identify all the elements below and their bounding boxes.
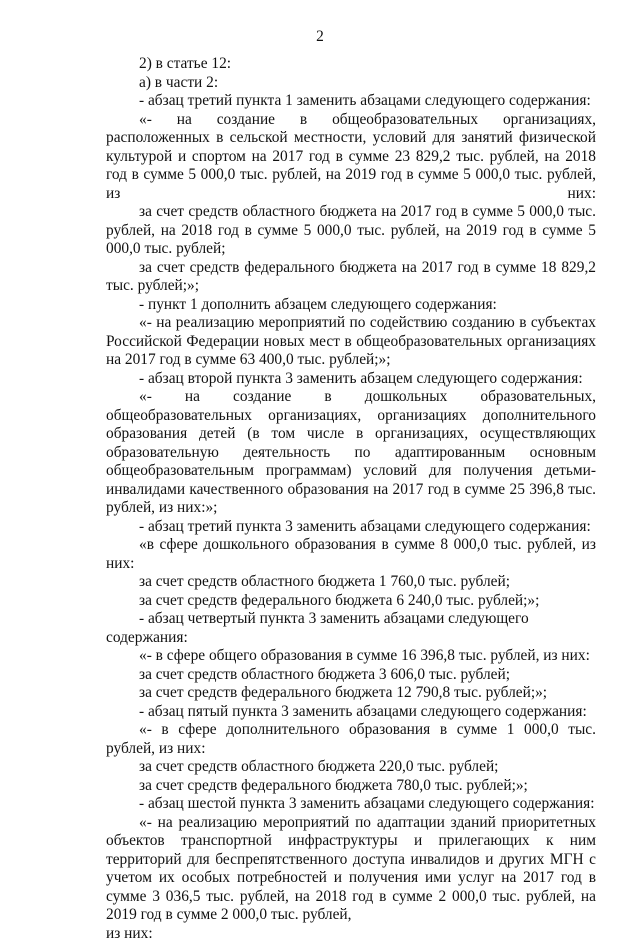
paragraph: «- на создание в дошкольных образовательных, общеобразовательных организациях, организациях дополнительного образования детей (в том числе в организациях, осуществляющих образовательную деятельность по адаптированным основным общеобразовательным программам) условий для получения детьми-инвалидами качественного образования на 2017 год в сумме 25 396,8 тыс. рублей, из них:»; — [106, 388, 596, 518]
paragraph: - абзац пятый пункта 3 заменить абзацами следующего содержания: — [106, 703, 596, 722]
paragraph: «- в сфере дополнительного образования в сумме 1 000,0 тыс. рублей, из них: — [106, 721, 596, 758]
paragraph: - абзац четвертый пункта 3 заменить абзацами следующего содержания: — [106, 610, 596, 647]
paragraph: за счет средств федерального бюджета 780,0 тыс. рублей;»; — [106, 777, 596, 796]
page-number: 2 — [0, 28, 640, 47]
paragraph: - абзац второй пункта 3 заменить абзацем следующего содержания: — [106, 370, 596, 389]
paragraph: за счет средств областного бюджета 3 606,0 тыс. рублей; — [106, 666, 596, 685]
paragraph: «в сфере дошкольного образования в сумме 8 000,0 тыс. рублей, из них: — [106, 536, 596, 573]
paragraph: из них: — [106, 925, 596, 943]
paragraph: за счет средств областного бюджета 1 760,0 тыс. рублей; — [106, 573, 596, 592]
paragraph: 2) в статье 12: — [106, 55, 596, 74]
paragraph: «- на создание в общеобразовательных организациях, расположенных в сельской местности, условий для занятий физической культурой и спортом на 2017 год в сумме 23 829,2 тыс. рублей, на 2018 год в сумме 5 000,0 тыс. рублей, на 2019 год в сумме 5 000,0 тыс. рублей, из них: — [106, 111, 596, 204]
paragraph: - абзац третий пункта 3 заменить абзацами следующего содержания: — [106, 518, 596, 537]
document-body — [106, 55, 596, 943]
paragraph: за счет средств областного бюджета 220,0 тыс. рублей; — [106, 758, 596, 777]
paragraph: - пункт 1 дополнить абзацем следующего содержания: — [106, 296, 596, 315]
paragraph: за счет средств федерального бюджета на 2017 год в сумме 18 829,2 тыс. рублей;»; — [106, 259, 596, 296]
paragraph: за счет средств федерального бюджета 12 790,8 тыс. рублей;»; — [106, 684, 596, 703]
paragraph: «- на реализацию мероприятий по адаптации зданий приоритетных объектов транспортной инфраструктуры и прилегающих к ним территорий для беспрепятственного доступа инвалидов и других МГН с учетом их особых потребностей и получения ими услуг на 2017 год в сумме 3 036,5 тыс. рублей, на 2018 год в сумме 2 000,0 тыс. рублей, на 2019 год в сумме 2 000,0 тыс. рублей, — [106, 814, 596, 925]
paragraph: «- на реализацию мероприятий по содействию созданию в субъектах Российской Федерации новых мест в общеобразовательных организациях на 2017 год в сумме 63 400,0 тыс. рублей;»; — [106, 314, 596, 370]
paragraph: за счет средств федерального бюджета 6 240,0 тыс. рублей;»; — [106, 592, 596, 611]
paragraph: - абзац третий пункта 1 заменить абзацами следующего содержания: — [106, 92, 596, 111]
paragraph: а) в части 2: — [106, 74, 596, 93]
paragraph: «- в сфере общего образования в сумме 16 396,8 тыс. рублей, из них: — [106, 647, 596, 666]
paragraph: - абзац шестой пункта 3 заменить абзацами следующего содержания: — [106, 795, 596, 814]
paragraph: за счет средств областного бюджета на 2017 год в сумме 5 000,0 тыс. рублей, на 2018 год в сумме 5 000,0 тыс. рублей, на 2019 год в сумме 5 000,0 тыс. рублей; — [106, 203, 596, 259]
